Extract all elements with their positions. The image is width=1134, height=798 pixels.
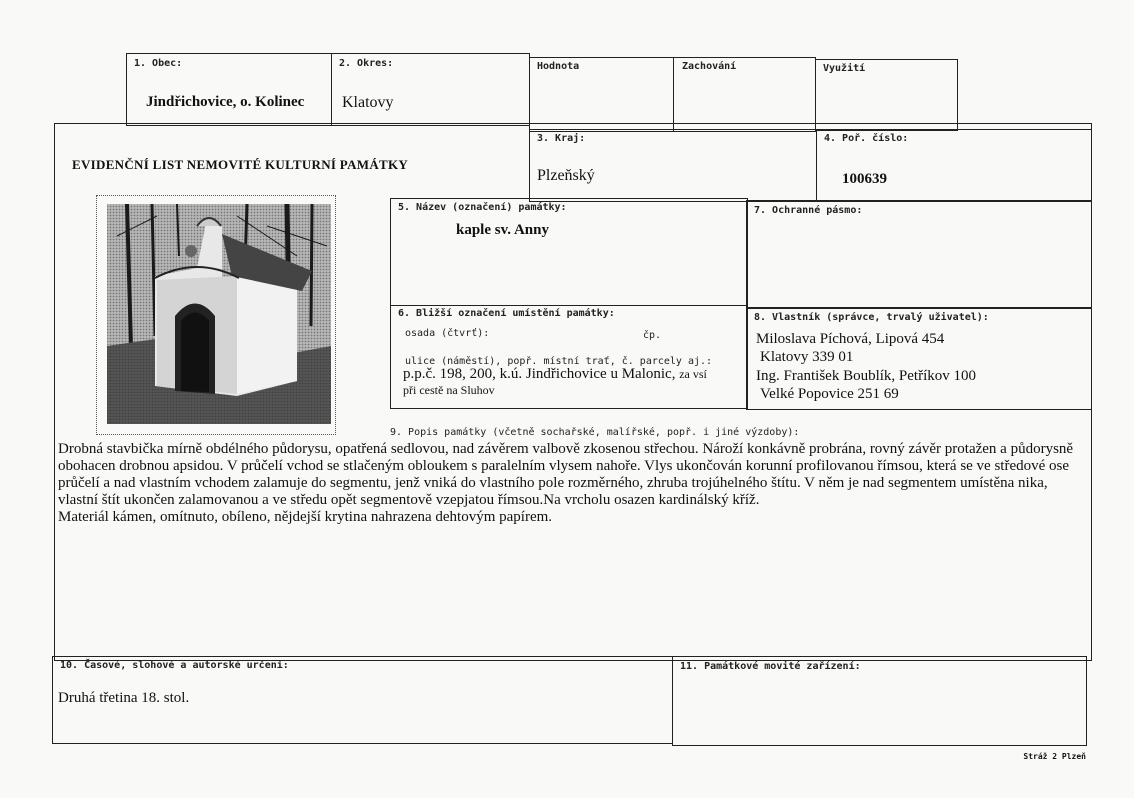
vyuziti-label: Využití bbox=[823, 63, 866, 74]
obec-value: Jindřichovice, o. Kolinec bbox=[146, 94, 305, 110]
pasmo-label: 7. Ochranné pásmo: bbox=[754, 205, 863, 216]
urceni-label: 10. Časové, slohové a autorské určení: bbox=[60, 660, 289, 671]
vlastnik-line-4: Velké Popovice 251 69 bbox=[760, 386, 899, 402]
ulice-label: ulice (náměstí), popř. místní trať, č. parcely aj.: bbox=[405, 356, 713, 367]
umisteni-label: 6. Bližší označení umístění památky: bbox=[398, 308, 615, 319]
kraj-value: Plzeňský bbox=[537, 167, 595, 184]
cp-label: čp. bbox=[643, 330, 662, 341]
popis-text: Drobná stavbička mírně obdélného půdorysu, opatřená sedlovou, nad závěrem valbově zkosenou střechou. Nároží konkávně probrána, rovný závěr protažen a půdorysně obohacen drobnou apsidou. V průčelí vchod se stlačeným obloukem s paralelním vlysem nahoře. Vlys ukončován korunní profilovanou římsou, která se ve středové ose průčelí a nad vlastním vchodem zalamuje do segmentu, jenž vniká do vlastního pole rozměrného, zhruba trojúhelného štítu. V něm je nad segmentem umístěna nika, vlastní štít ukončen zalamovanou a ve středu opět segmentově vzepjatou římsou.Na vrcholu osazen kardinálský kříž. bbox=[58, 441, 1074, 508]
pasmo-box bbox=[746, 200, 1092, 309]
osada-label: osada (čtvrť): bbox=[405, 328, 490, 339]
vlastnik-label: 8. Vlastník (správce, trvalý uživatel): bbox=[754, 312, 989, 323]
chapel-photo bbox=[96, 195, 336, 435]
umisteni-za-vsi: za vsí bbox=[679, 367, 707, 381]
nazev-box bbox=[390, 198, 748, 306]
vlastnik-line-3: Ing. František Boublík, Petříkov 100 bbox=[756, 368, 976, 384]
popis-label: 9. Popis památky (včetně sochařské, malířské, popř. i jiné výzdoby): bbox=[390, 427, 800, 438]
form-title: EVIDENČNÍ LIST NEMOVITÉ KULTURNÍ PAMÁTKY bbox=[72, 157, 409, 172]
cislo-label: 4. Poř. číslo: bbox=[824, 133, 909, 144]
vlastnik-line-2: Klatovy 339 01 bbox=[760, 349, 854, 365]
kraj-label: 3. Kraj: bbox=[537, 133, 586, 144]
zachovani-label: Zachování bbox=[682, 61, 737, 72]
umisteni-parcely: p.p.č. 198, 200, k.ú. Jindřichovice u Malonic, bbox=[403, 366, 676, 382]
cislo-value: 100639 bbox=[842, 171, 887, 187]
okres-value: Klatovy bbox=[342, 94, 394, 111]
hodnota-label: Hodnota bbox=[537, 61, 580, 72]
zarizeni-label: 11. Památkové movité zařízení: bbox=[680, 661, 861, 672]
umisteni-value-1 bbox=[403, 366, 707, 383]
footer-print-info: Stráž 2 Plzeň bbox=[1023, 752, 1086, 761]
nazev-label: 5. Název (označení) památky: bbox=[398, 202, 567, 213]
urceni-value: Druhá třetina 18. stol. bbox=[58, 690, 190, 706]
popis-material: Materiál kámen, omítnuto, obíleno, nějdejší krytina nahrazena dehtovým papírem. bbox=[58, 509, 553, 525]
vlastnik-line-1: Miloslava Píchová, Lipová 454 bbox=[756, 331, 945, 347]
nazev-value: kaple sv. Anny bbox=[456, 222, 549, 238]
popis-text-block bbox=[58, 441, 1078, 526]
okres-label: 2. Okres: bbox=[339, 58, 394, 69]
chapel-photo-image bbox=[97, 196, 335, 434]
umisteni-value-2: při cestě na Sluhov bbox=[403, 383, 495, 397]
obec-label: 1. Obec: bbox=[134, 58, 183, 69]
